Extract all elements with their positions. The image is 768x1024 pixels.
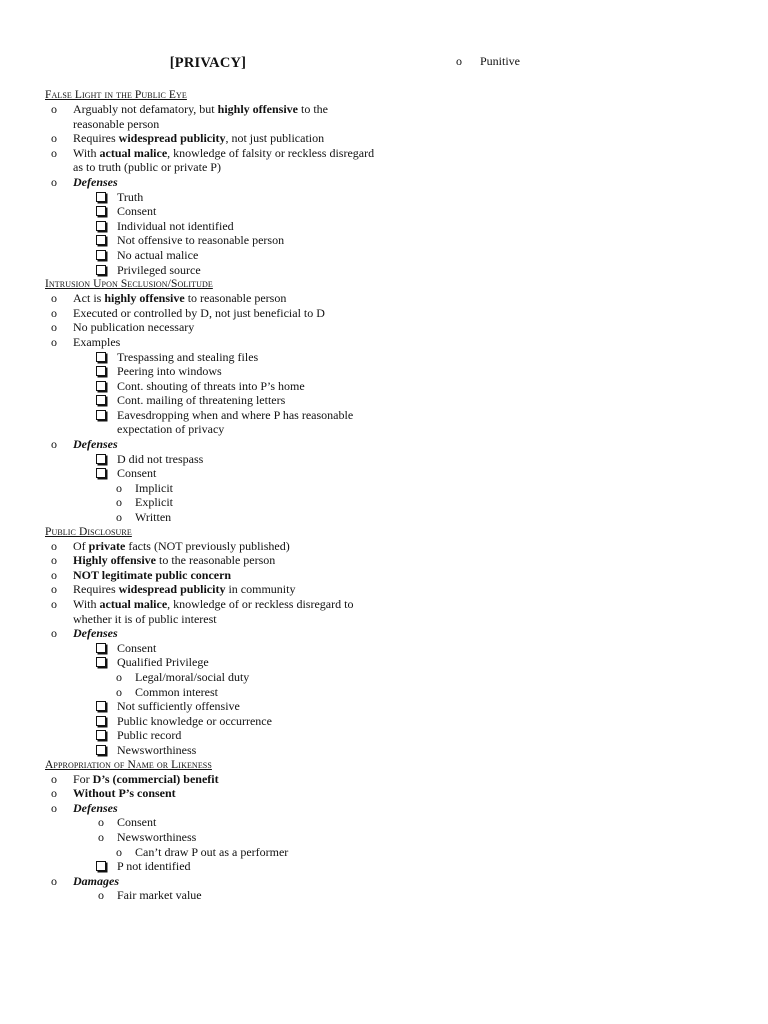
item-text: , not just publication <box>225 131 325 146</box>
list-item <box>45 699 375 714</box>
section-heading: Public Disclosure <box>45 525 132 538</box>
item-text: Examples <box>73 334 121 349</box>
item-text: Newsworthiness <box>117 742 197 757</box>
checkbox-bullet-icon <box>96 379 106 395</box>
item-text: Eavesdropping when and where P has reasonable expectation of privacy <box>117 407 354 437</box>
list-item <box>45 597 375 626</box>
item-text: Defenses <box>73 437 118 452</box>
item-text: Public knowledge or occurrence <box>117 713 272 728</box>
item-text: Fair market value <box>117 888 202 903</box>
circle-bullet-icon: o <box>51 102 57 116</box>
list-item <box>45 335 375 350</box>
item-text: Highly offensive <box>73 553 156 568</box>
list-item <box>45 743 375 758</box>
circle-bullet-icon: o <box>98 815 104 830</box>
item-text: Written <box>135 510 172 525</box>
item-text: , knowledge of or reckless disregard to whether it is of public interest <box>73 597 354 626</box>
circle-bullet-icon: o <box>51 291 57 306</box>
checkbox-bullet-icon <box>96 350 106 366</box>
item-text: widespread publicity <box>118 582 226 597</box>
item-text: Defenses <box>73 626 118 641</box>
list-item <box>45 510 375 525</box>
circle-bullet-icon: o <box>116 669 122 684</box>
list-item <box>45 772 375 787</box>
item-text: Defenses <box>73 174 118 189</box>
checkbox-bullet-icon <box>96 233 106 249</box>
list-item <box>45 320 375 335</box>
item-text: to reasonable person <box>184 291 287 306</box>
checkbox-bullet-icon <box>96 452 106 468</box>
item-text: Without P’s consent <box>73 786 176 801</box>
checkbox-bullet-icon <box>96 204 106 220</box>
item-text: Not offensive to reasonable person <box>117 233 285 248</box>
list-item <box>45 714 375 729</box>
list-item <box>45 190 375 205</box>
item-text: Consent <box>117 204 157 219</box>
checkbox-bullet-icon <box>96 699 106 715</box>
circle-bullet-icon: o <box>98 829 104 844</box>
item-text: Common interest <box>135 684 218 699</box>
item-text: private <box>88 538 126 553</box>
list-item <box>45 408 375 437</box>
list-item <box>45 801 375 816</box>
circle-bullet-icon: o <box>51 145 57 160</box>
item-text: Defenses <box>73 800 118 815</box>
checkbox-bullet-icon <box>96 364 106 380</box>
list-item <box>45 131 375 146</box>
checkbox-bullet-icon <box>96 190 106 206</box>
circle-bullet-icon: o <box>51 538 57 553</box>
item-text: actual malice <box>99 145 168 160</box>
list-item <box>45 670 375 685</box>
item-text: Not sufficiently offensive <box>117 699 240 714</box>
item-text: Trespassing and stealing files <box>117 349 259 364</box>
list-item <box>45 874 375 889</box>
circle-bullet-icon: o <box>51 437 57 452</box>
item-text: Explicit <box>135 495 173 510</box>
list-item <box>45 263 375 278</box>
item-text: No actual malice <box>117 247 199 262</box>
item-text: Arguably not defamatory, but <box>73 102 218 116</box>
circle-bullet-icon: o <box>51 873 57 888</box>
circle-bullet-icon: o <box>98 888 104 903</box>
list-item <box>45 859 375 874</box>
list-item <box>45 437 375 452</box>
list-item <box>45 830 375 845</box>
section-heading: False Light in the Public Eye <box>45 89 187 101</box>
list-item <box>45 582 375 597</box>
item-text: highly offensive <box>104 291 185 306</box>
item-text: to the reasonable person <box>73 102 328 131</box>
list-item <box>45 466 375 481</box>
section-heading: Appropriation of Name or Likeness <box>45 758 212 771</box>
circle-bullet-icon: o <box>51 334 57 349</box>
item-text: actual malice <box>99 597 168 611</box>
checkbox-bullet-icon <box>96 641 106 657</box>
checkbox-bullet-icon <box>96 263 106 279</box>
list-item <box>45 888 375 903</box>
item-text: in community <box>225 582 296 597</box>
list-item <box>45 495 375 510</box>
item-text: Implicit <box>135 480 173 495</box>
item-text: NOT legitimate public concern <box>73 567 232 582</box>
item-text: Cont. shouting of threats into P’s home <box>117 378 305 393</box>
circle-bullet-icon: o <box>51 597 57 611</box>
section-list <box>45 291 375 525</box>
checkbox-bullet-icon <box>96 859 106 875</box>
checkbox-bullet-icon <box>96 714 106 730</box>
item-text: Privileged source <box>117 262 201 277</box>
item-text: facts (NOT previously published) <box>125 538 290 553</box>
circle-bullet-icon: o <box>51 626 57 641</box>
item-text: Punitive <box>480 54 521 68</box>
right-column-list <box>456 54 706 69</box>
item-text: D’s (commercial) benefit <box>92 771 219 786</box>
list-item <box>45 641 375 656</box>
circle-bullet-icon: o <box>51 786 57 801</box>
item-text: Qualified Privilege <box>117 655 209 670</box>
list-item <box>45 728 375 743</box>
circle-bullet-icon: o <box>51 567 57 582</box>
circle-bullet-icon: o <box>51 771 57 786</box>
list-item <box>45 786 375 801</box>
item-text: Cont. mailing of threatening letters <box>117 393 286 408</box>
list-item <box>45 685 375 700</box>
circle-bullet-icon: o <box>51 320 57 335</box>
circle-bullet-icon: o <box>116 684 122 699</box>
checkbox-bullet-icon <box>96 743 106 759</box>
section-list <box>45 772 375 903</box>
item-text: Individual not identified <box>117 218 234 233</box>
list-item <box>45 146 375 175</box>
circle-bullet-icon: o <box>51 131 57 146</box>
list-item <box>45 815 375 830</box>
checkbox-bullet-icon <box>96 466 106 482</box>
list-item <box>45 350 375 365</box>
list-item <box>45 379 375 394</box>
list-item <box>45 553 375 568</box>
page-title: [PRIVACY] <box>169 55 247 71</box>
item-text: Can’t draw P out as a performer <box>135 844 289 859</box>
item-text: Newsworthiness <box>117 829 197 844</box>
circle-bullet-icon: o <box>51 305 57 320</box>
item-text: to the reasonable person <box>156 553 276 568</box>
circle-bullet-icon: o <box>51 800 57 815</box>
list-item <box>45 306 375 321</box>
item-text: Public record <box>117 728 182 743</box>
list-item <box>45 364 375 379</box>
item-text: Legal/moral/social duty <box>135 669 250 684</box>
checkbox-bullet-icon <box>96 728 106 744</box>
item-text: Requires <box>73 131 119 146</box>
circle-bullet-icon: o <box>51 582 57 597</box>
circle-bullet-icon: o <box>116 844 122 859</box>
left-column <box>45 54 375 903</box>
checkbox-bullet-icon <box>96 393 106 409</box>
item-text: Peering into windows <box>117 364 222 379</box>
item-text: Act is <box>73 291 105 306</box>
checkbox-bullet-icon <box>96 248 106 264</box>
item-text: With <box>73 597 100 611</box>
section-list <box>45 539 375 758</box>
list-item <box>45 393 375 408</box>
item-text: Damages <box>73 873 119 888</box>
checkbox-bullet-icon <box>96 655 106 671</box>
item-text: No publication necessary <box>73 320 195 335</box>
list-item <box>456 54 706 69</box>
item-text: With <box>73 145 100 160</box>
item-text: highly offensive <box>217 102 298 116</box>
circle-bullet-icon: o <box>456 54 462 68</box>
item-text: , knowledge of falsity or reckless disregard as to truth (public or private P) <box>73 145 375 175</box>
item-text: For <box>73 771 93 786</box>
checkbox-bullet-icon <box>96 408 106 424</box>
section-list <box>45 102 375 277</box>
list-item <box>45 626 375 641</box>
checkbox-bullet-icon <box>96 219 106 235</box>
circle-bullet-icon: o <box>116 480 122 495</box>
circle-bullet-icon: o <box>51 553 57 568</box>
circle-bullet-icon: o <box>116 495 122 510</box>
item-text: D did not trespass <box>117 451 204 466</box>
item-text: Of <box>73 538 89 553</box>
item-text: Consent <box>117 640 157 655</box>
list-item <box>45 452 375 467</box>
list-item <box>45 248 375 263</box>
item-text: widespread publicity <box>118 131 226 146</box>
list-item <box>45 568 375 583</box>
list-item <box>45 219 375 234</box>
item-text: P not identified <box>117 859 191 874</box>
outline-sections <box>45 88 375 903</box>
item-text: Truth <box>117 189 144 204</box>
list-item <box>45 175 375 190</box>
list-item <box>45 291 375 306</box>
item-text: Requires <box>73 582 119 597</box>
circle-bullet-icon: o <box>51 174 57 189</box>
section-heading: Intrusion Upon Seclusion/Solitude <box>45 278 213 291</box>
circle-bullet-icon: o <box>116 510 122 525</box>
list-item <box>45 233 375 248</box>
item-text: Consent <box>117 466 157 481</box>
list-item <box>45 655 375 670</box>
list-item <box>45 539 375 554</box>
right-column <box>456 54 706 69</box>
list-item <box>45 102 375 131</box>
item-text: Executed or controlled by D, not just beneficial to D <box>73 305 325 320</box>
list-item <box>45 204 375 219</box>
item-text: Consent <box>117 815 157 830</box>
list-item <box>45 845 375 860</box>
list-item <box>45 481 375 496</box>
